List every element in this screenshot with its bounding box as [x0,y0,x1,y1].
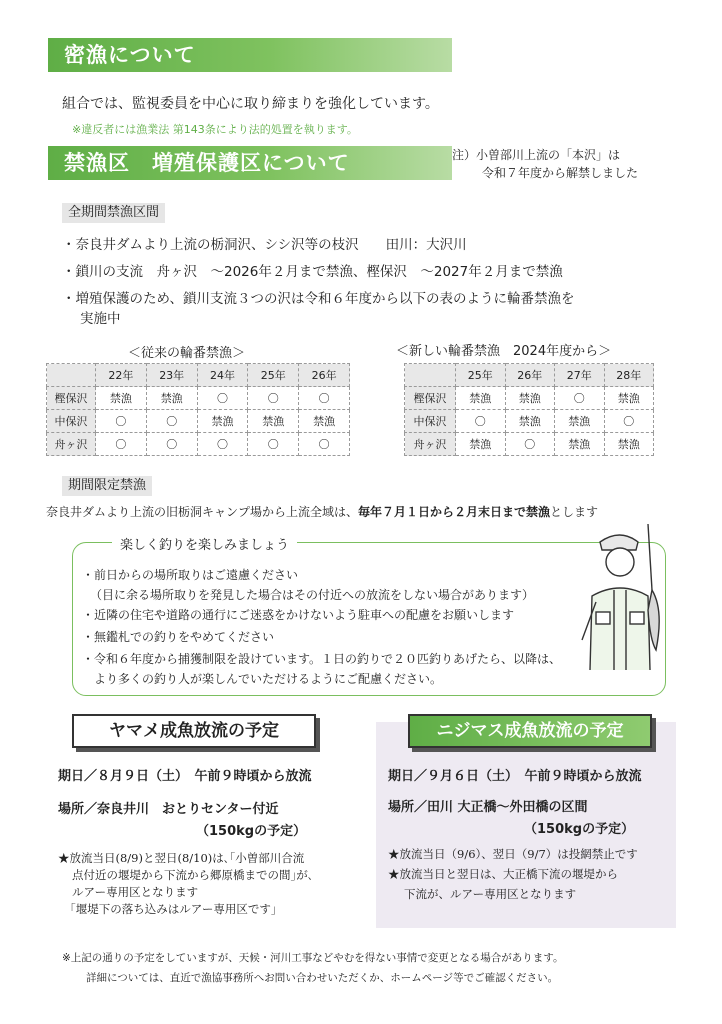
rotation-cell: 〇 [197,433,248,456]
nijimasu-note: 下流が、ルアー専用区となります [404,887,577,901]
full-period-heading: 全期間禁漁区間 [62,203,165,223]
poaching-note: ※違反者には漁業法 第143条により法的処置を執ります。 [72,123,358,136]
vest [590,588,650,670]
stream-label: 中保沢 [47,410,96,433]
rotation-cell: 禁漁 [555,410,605,433]
limited-period-pre: 奈良井ダムより上流の旧栃洞キャンプ場から上流全域は、 [46,505,359,519]
fishing-tips-title: 楽しく釣りを楽しみましょう [112,534,297,553]
angler-illustration [560,520,680,670]
rotation-cell: 〇 [604,410,654,433]
rotation-cell: 禁漁 [299,410,350,433]
footer-note-1: ※上記の通りの予定をしていますが、天候・河川工事などやむを得ない事情で変更となる場合があります。 [62,952,564,964]
year-header: 26年 [299,364,350,387]
old-rotation-caption: ＜従来の輪番禁漁＞ [128,346,246,361]
tip-item: より多くの釣り人が楽しんでいただけるようにご配慮ください。 [94,672,443,686]
yamame-place: 場所／奈良井川 おとりセンター付近 [58,802,279,817]
rotation-cell: 〇 [456,410,506,433]
closed-bullet-1: ・奈良井ダムより上流の栃洞沢、シシ沢等の枝沢 田川：大沢川 [62,237,467,253]
new-rotation-caption: ＜新しい輪番禁漁 2024年度から＞ [396,344,612,359]
rotation-cell: 禁漁 [505,387,555,410]
table-corner [405,364,456,387]
stream-label: 中保沢 [405,410,456,433]
year-header: 24年 [197,364,248,387]
stream-label: 樫保沢 [405,387,456,410]
nijimasu-title: ニジマス成魚放流の予定 [408,714,652,748]
yamame-note: ★放流当日(8/9)と翌日(8/10)は､｢小曽部川合流 [58,851,305,865]
rotation-cell: 禁漁 [456,433,506,456]
stream-label: 舟ヶ沢 [47,433,96,456]
rotation-cell: 禁漁 [555,433,605,456]
rotation-cell: 禁漁 [146,387,197,410]
yamame-title: ヤマメ成魚放流の予定 [72,714,316,748]
closed-bullet-3a: ・増殖保護のため、鎖川支流３つの沢は令和６年度から以下の表のように輪番禁漁を [62,291,575,307]
fishing-rod [648,524,652,590]
table-corner [47,364,96,387]
tip-item: ・令和６年度から捕獲制限を設けています。１日の釣りで２０匹釣りあげたら、以降は、 [82,652,562,666]
limited-period-post: とします [550,505,599,519]
rotation-cell: 禁漁 [96,387,147,410]
new-rotation-table [404,363,654,456]
stream-label: 樫保沢 [47,387,96,410]
closed-areas-banner: 禁漁区 増殖保護区について [48,146,452,180]
nijimasu-note: ★放流当日と翌日は、大正橋下流の堰堤から [388,867,618,881]
rotation-cell: 〇 [248,387,299,410]
tip-item: ・無鑑札での釣りをやめてください [82,630,275,644]
rotation-cell: 禁漁 [604,433,654,456]
rotation-cell: 〇 [197,387,248,410]
rotation-cell: 禁漁 [505,410,555,433]
limited-period-text [46,503,598,520]
nijimasu-note: ★放流当日（9/6）、翌日（9/7）は投網禁止です [388,847,638,861]
rotation-cell: 〇 [505,433,555,456]
footer-note-2: 詳細については、直近で漁協事務所へお問い合わせいただくか、ホームページ等でご確認ください。 [86,972,559,984]
poaching-banner: 密漁について [48,38,452,72]
closed-bullet-2: ・鎖川の支流 舟ヶ沢 ～2026年２月まで禁漁、樫保沢 ～2027年２月まで禁漁 [62,264,563,280]
head [606,548,634,576]
year-header: 23年 [146,364,197,387]
rotation-cell: 〇 [146,410,197,433]
old-rotation-table [46,363,350,456]
closed-areas-side-note-2: 令和７年度から解禁しました [482,166,639,180]
rotation-cell: 〇 [248,433,299,456]
rotation-cell: 禁漁 [248,410,299,433]
rotation-cell: 〇 [96,410,147,433]
rotation-cell: 禁漁 [197,410,248,433]
rotation-cell: 〇 [96,433,147,456]
poaching-body: 組合では、監視委員を中心に取り締まりを強化しています。 [62,96,439,112]
tip-item: （目に余る場所取りを発見した場合はその付近への放流をしない場合があります） [90,588,535,602]
closed-areas-side-note-1: 注）小曽部川上流の「本沢」は [452,148,621,162]
stream-label: 舟ヶ沢 [405,433,456,456]
rotation-cell: 〇 [299,387,350,410]
limited-period-heading: 期間限定禁漁 [62,476,152,496]
year-header: 27年 [555,364,605,387]
rotation-cell: 〇 [555,387,605,410]
rotation-cell: 〇 [299,433,350,456]
yamame-date: 期日／８月９日（土） 午前９時頃から放流 [58,769,312,784]
nijimasu-date: 期日／９月６日（土） 午前９時頃から放流 [388,769,642,784]
year-header: 25年 [248,364,299,387]
nijimasu-amount: （150kgの予定） [524,822,635,837]
year-header: 25年 [456,364,506,387]
year-header: 22年 [96,364,147,387]
yamame-note: 点付近の堰堤から下流から郷原橋までの間｣が､ [72,868,314,882]
rotation-cell: 〇 [146,433,197,456]
year-header: 28年 [604,364,654,387]
year-header: 26年 [505,364,555,387]
limited-period-bold: 毎年７月１日から２月末日まで禁漁 [358,505,551,519]
closed-bullet-3b: 実施中 [80,311,121,327]
rotation-cell: 禁漁 [456,387,506,410]
yamame-note: ｢堰堤下の落ち込みはルアー専用区です｣ [70,902,277,916]
rotation-cell: 禁漁 [604,387,654,410]
tip-item: ・近隣の住宅や道路の通行にご迷惑をかけないよう駐車への配慮をお願いします [82,608,515,622]
nijimasu-place: 場所／田川 大正橋～外田橋の区間 [388,800,588,815]
yamame-note: ルアー専用区となります [72,885,199,899]
yamame-amount: （150kgの予定） [196,824,307,839]
tip-item: ・前日からの場所取りはご遠慮ください [82,568,299,582]
